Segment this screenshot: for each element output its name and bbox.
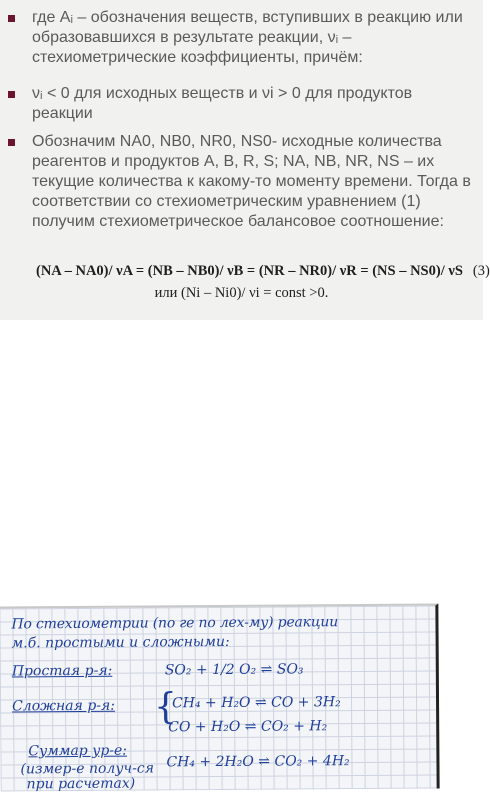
complex-reaction-equation: CO + H₂O ⇌ CO₂ + H₂ xyxy=(168,718,328,736)
equation-number: (3) xyxy=(472,263,490,279)
sum-note: при расчетах) xyxy=(26,775,136,793)
simple-reaction-equation: SO₂ + 1/2 O₂ ⇌ SO₃ xyxy=(164,661,304,679)
complex-reaction-label: Сложная р-я: xyxy=(12,697,116,715)
bullet-marker xyxy=(8,91,15,98)
bullet-text: где Aᵢ – обозначения веществ, вступивших в реакцию или образовавшихся в результате реакции, νᵢ – стехиометрические коэффициенты, причём: xyxy=(32,9,463,66)
sum-equation-label: Суммар ур-е: xyxy=(28,742,128,760)
balance-equation xyxy=(36,263,490,280)
sum-equation: CH₄ + 2H₂O ⇌ CO₂ + 4H₂ xyxy=(166,753,350,771)
bullet-item xyxy=(6,8,476,68)
balance-equation-main: (NA – NA0)/ νA = (NB – NB0)/ νB = (NR – NR0)/ νR = (NS – NS0)/ νS xyxy=(36,263,463,279)
complex-reaction-equation: CH₄ + H₂O ⇌ CO + 3H₂ xyxy=(171,694,341,712)
bullet-marker xyxy=(8,139,15,146)
note-line: По стехиометрии (по ге по лех-му) реакции xyxy=(11,614,339,633)
brace-icon: { xyxy=(153,686,178,728)
handwritten-note xyxy=(0,603,440,791)
bullet-text: νᵢ < 0 для исходных веществ и νi > 0 для продуктов реакции xyxy=(32,85,413,122)
sum-note: (измер-е получ-ся xyxy=(20,760,155,778)
bullet-item xyxy=(6,84,476,124)
note-line: м.б. простыми и сложными: xyxy=(11,633,230,652)
bullet-text: Обозначим NA0, NB0, NR0, NS0- исходные количества реагентов и продуктов A, B, R, S; NA, NB, NR, NS – их текущие количества к какому-то моменту времени. Тогда в соответствии со стехиометрическим уравнением (1) получим стехиометрическое балансовое соотношение: xyxy=(32,133,471,230)
slide xyxy=(0,0,490,320)
bullet-item xyxy=(6,132,476,232)
simple-reaction-label: Простая р-я: xyxy=(11,662,113,680)
balance-equation-general: или (Ni – Ni0)/ νi = const >0. xyxy=(154,285,329,301)
bullet-marker xyxy=(8,15,15,22)
